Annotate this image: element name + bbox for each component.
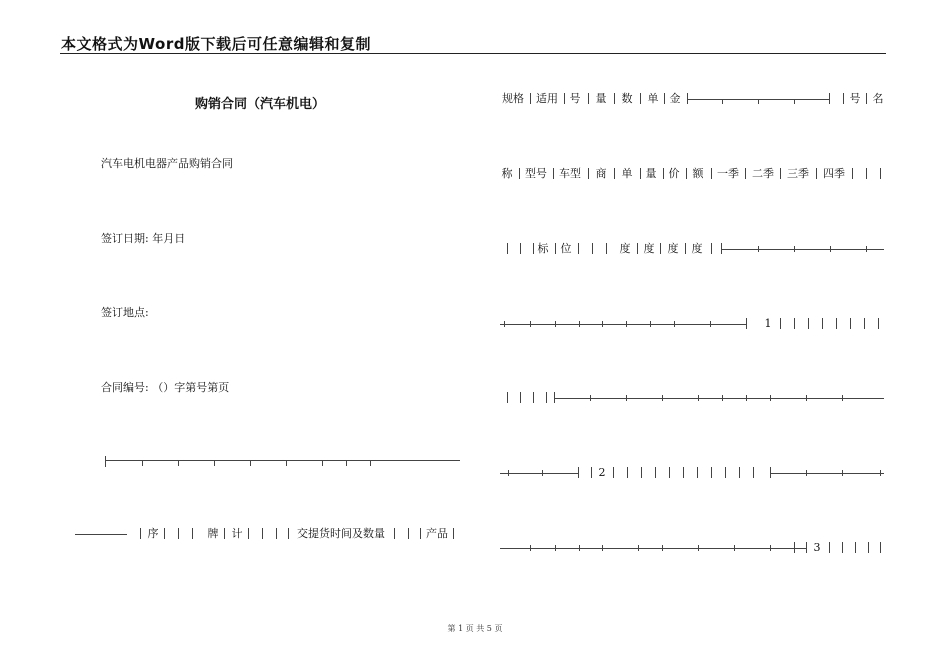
table-cell: 额 bbox=[692, 167, 704, 180]
table-cell: 度 bbox=[667, 242, 679, 255]
table-cell: 量 bbox=[595, 92, 607, 105]
table-row bbox=[500, 166, 886, 182]
table-cell: 称 bbox=[501, 167, 513, 180]
page-number: 第 1 页 共 5 页 bbox=[447, 624, 503, 633]
contract-subtitle: 汽车电机电器产品购销合同 bbox=[101, 157, 233, 170]
table-cell: 3 bbox=[813, 541, 821, 554]
table-cell: 计 bbox=[231, 527, 243, 540]
table-row bbox=[500, 241, 886, 257]
table-row bbox=[500, 91, 886, 107]
table-cell: 单 bbox=[647, 92, 659, 105]
contract-title: 购销合同（汽车机电） bbox=[194, 97, 325, 112]
document-banner: 本文格式为Word版下载后可任意编辑和复制 bbox=[61, 35, 371, 53]
table-cell: 交提货时间及数量 bbox=[297, 527, 385, 540]
table-cell: 牌 bbox=[207, 527, 219, 540]
table-cell: 号 bbox=[569, 92, 581, 105]
sign-date: 签订日期: 年月日 bbox=[101, 232, 186, 245]
contract-number: 合同编号: （）字第号第页 bbox=[101, 381, 230, 394]
table-cell: 产品 bbox=[426, 527, 448, 540]
table-cell: 型号 bbox=[525, 167, 547, 180]
table-cell: 适用 bbox=[536, 92, 558, 105]
table-cell: 数 bbox=[621, 92, 633, 105]
table-cell: 规格 bbox=[502, 92, 524, 105]
table-cell: 价 bbox=[668, 167, 680, 180]
table-row bbox=[500, 390, 886, 406]
table-cell: 度 bbox=[643, 242, 655, 255]
left-table-row bbox=[75, 526, 475, 542]
table-cell: 标 bbox=[537, 242, 549, 255]
table-cell: 度 bbox=[619, 242, 631, 255]
table-cell: 二季 bbox=[752, 167, 774, 180]
table-cell: 量 bbox=[645, 167, 657, 180]
sign-place: 签订地点: bbox=[101, 306, 149, 319]
table-cell: 三季 bbox=[787, 167, 809, 180]
table-cell: 2 bbox=[598, 466, 606, 479]
table-cell: 金 bbox=[669, 92, 681, 105]
table-row bbox=[500, 465, 886, 481]
table-row bbox=[500, 316, 886, 332]
table-cell: 单 bbox=[621, 167, 633, 180]
table-cell: 车型 bbox=[559, 167, 581, 180]
left-table-rule bbox=[105, 455, 460, 467]
table-row bbox=[500, 540, 886, 556]
table-cell: 四季 bbox=[823, 167, 845, 180]
table-cell: 名 bbox=[872, 92, 884, 105]
table-cell: 商 bbox=[595, 167, 607, 180]
table-cell: 一季 bbox=[717, 167, 739, 180]
table-cell: 序 bbox=[147, 527, 159, 540]
table-cell: 位 bbox=[560, 242, 572, 255]
table-cell: 度 bbox=[691, 242, 703, 255]
table-cell: 1 bbox=[764, 317, 772, 330]
table-cell: 号 bbox=[849, 92, 861, 105]
